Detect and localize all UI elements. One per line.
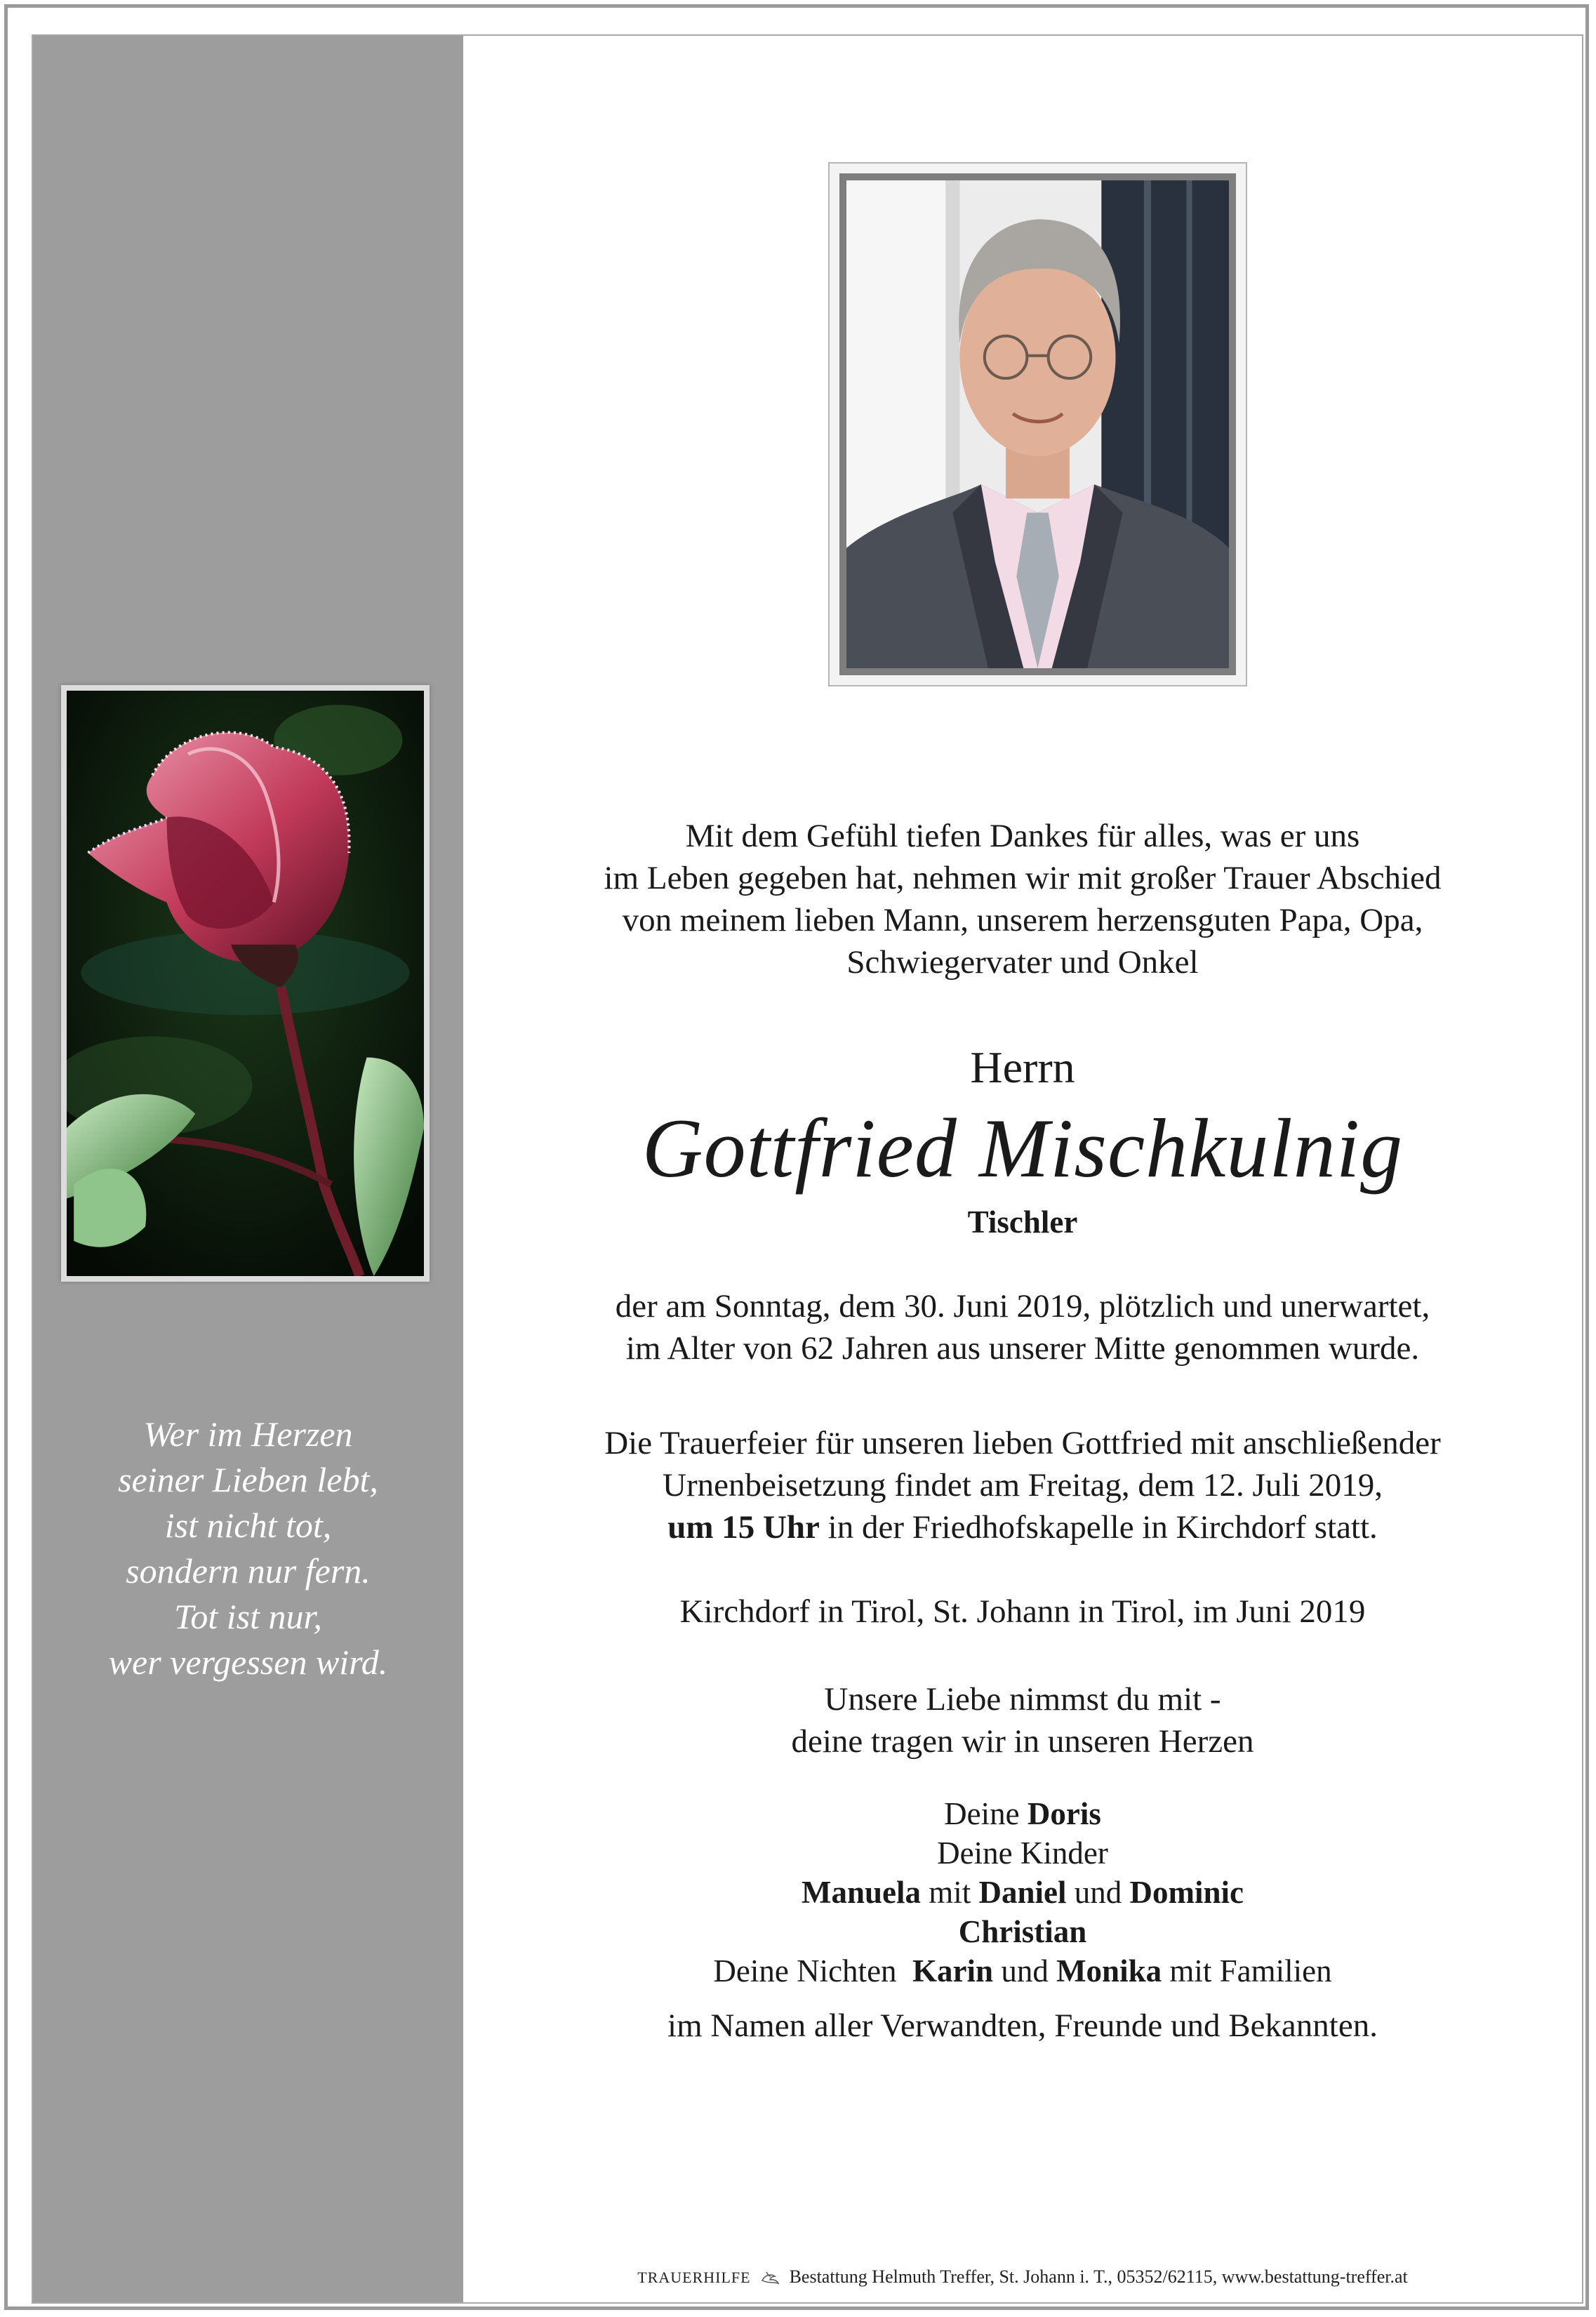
- rose-illustration: [67, 691, 424, 1276]
- footer-brand: TRAUERHILFE: [637, 2269, 751, 2286]
- intro-line: Schwiegervater und Onkel: [846, 944, 1199, 981]
- mourner-child-family: Manuela mit Daniel und Dominic: [801, 1875, 1244, 1910]
- obituary-card: [4, 4, 1589, 2310]
- obituary-frame: [32, 34, 1583, 2304]
- funeral-line: Urnenbeisetzung findet am Freitag, dem 12. Juli 2019,: [663, 1467, 1383, 1503]
- sidebar: [33, 36, 463, 2302]
- memorial-quote: [33, 1412, 463, 1685]
- dove-icon: [759, 2268, 780, 2289]
- quote-line: ist nicht tot,: [164, 1506, 332, 1545]
- mourners-list: [463, 1794, 1582, 1991]
- mourner-child: Christian: [958, 1914, 1087, 1949]
- portrait-photo: [828, 162, 1247, 686]
- intro-line: von meinem lieben Mann, unserem herzensguten Papa, Opa,: [622, 902, 1423, 938]
- quote-line: Wer im Herzen: [143, 1414, 353, 1454]
- quote-line: Tot ist nur,: [174, 1597, 322, 1636]
- main-content: [463, 36, 1582, 2302]
- portrait-illustration: [846, 180, 1229, 668]
- footer: [463, 2264, 1582, 2290]
- intro-line: Mit dem Gefühl tiefen Dankes für alles, was er uns: [685, 818, 1360, 854]
- rose-image: [61, 685, 430, 1282]
- funeral-line: [463, 1506, 1582, 1548]
- funeral-details: [463, 1422, 1582, 1548]
- mourner-wife: Deine Doris: [944, 1796, 1101, 1831]
- death-notice: [463, 1285, 1582, 1369]
- funeral-location: in der Friedhofskapelle in Kirchdorf statt.: [819, 1509, 1378, 1546]
- funeral-line: Die Trauerfeier für unseren lieben Gottfried mit anschließender: [604, 1425, 1441, 1461]
- intro-text: [463, 815, 1582, 983]
- intro-line: im Leben gegeben hat, nehmen wir mit großer Trauer Abschied: [604, 860, 1442, 896]
- funeral-time: um 15 Uhr: [667, 1509, 820, 1546]
- footer-contact: Bestattung Helmuth Treffer, St. Johann i. T., 05352/62115, www.bestattung-treffer.at: [789, 2266, 1408, 2287]
- quote-line: sondern nur fern.: [126, 1551, 371, 1591]
- deceased-name: Gottfried Mischkulnig: [641, 1101, 1404, 1195]
- mourner-nieces: Deine Nichten Karin und Monika mit Familien: [713, 1953, 1332, 1989]
- deceased-profession: Tischler: [967, 1204, 1078, 1240]
- love-line: deine tragen wir in unseren Herzen: [791, 1723, 1254, 1760]
- quote-line: wer vergessen wird.: [108, 1642, 388, 1682]
- love-verse: [463, 1678, 1582, 1762]
- quote-line: seiner Lieben lebt,: [118, 1460, 378, 1499]
- mourner-children-label: Deine Kinder: [937, 1835, 1108, 1871]
- love-line: Unsere Liebe nimmst du mit -: [824, 1681, 1221, 1718]
- death-line: der am Sonntag, dem 30. Juni 2019, plötzlich und unerwartet,: [615, 1288, 1430, 1325]
- death-line: im Alter von 62 Jahren aus unserer Mitte genommen wurde.: [625, 1330, 1420, 1367]
- salutation: Herrn: [970, 1042, 1075, 1092]
- closing-line: im Namen aller Verwandten, Freunde und Bekannten.: [667, 2007, 1378, 2044]
- place-date: Kirchdorf in Tirol, St. Johann in Tirol, im Juni 2019: [679, 1593, 1366, 1630]
